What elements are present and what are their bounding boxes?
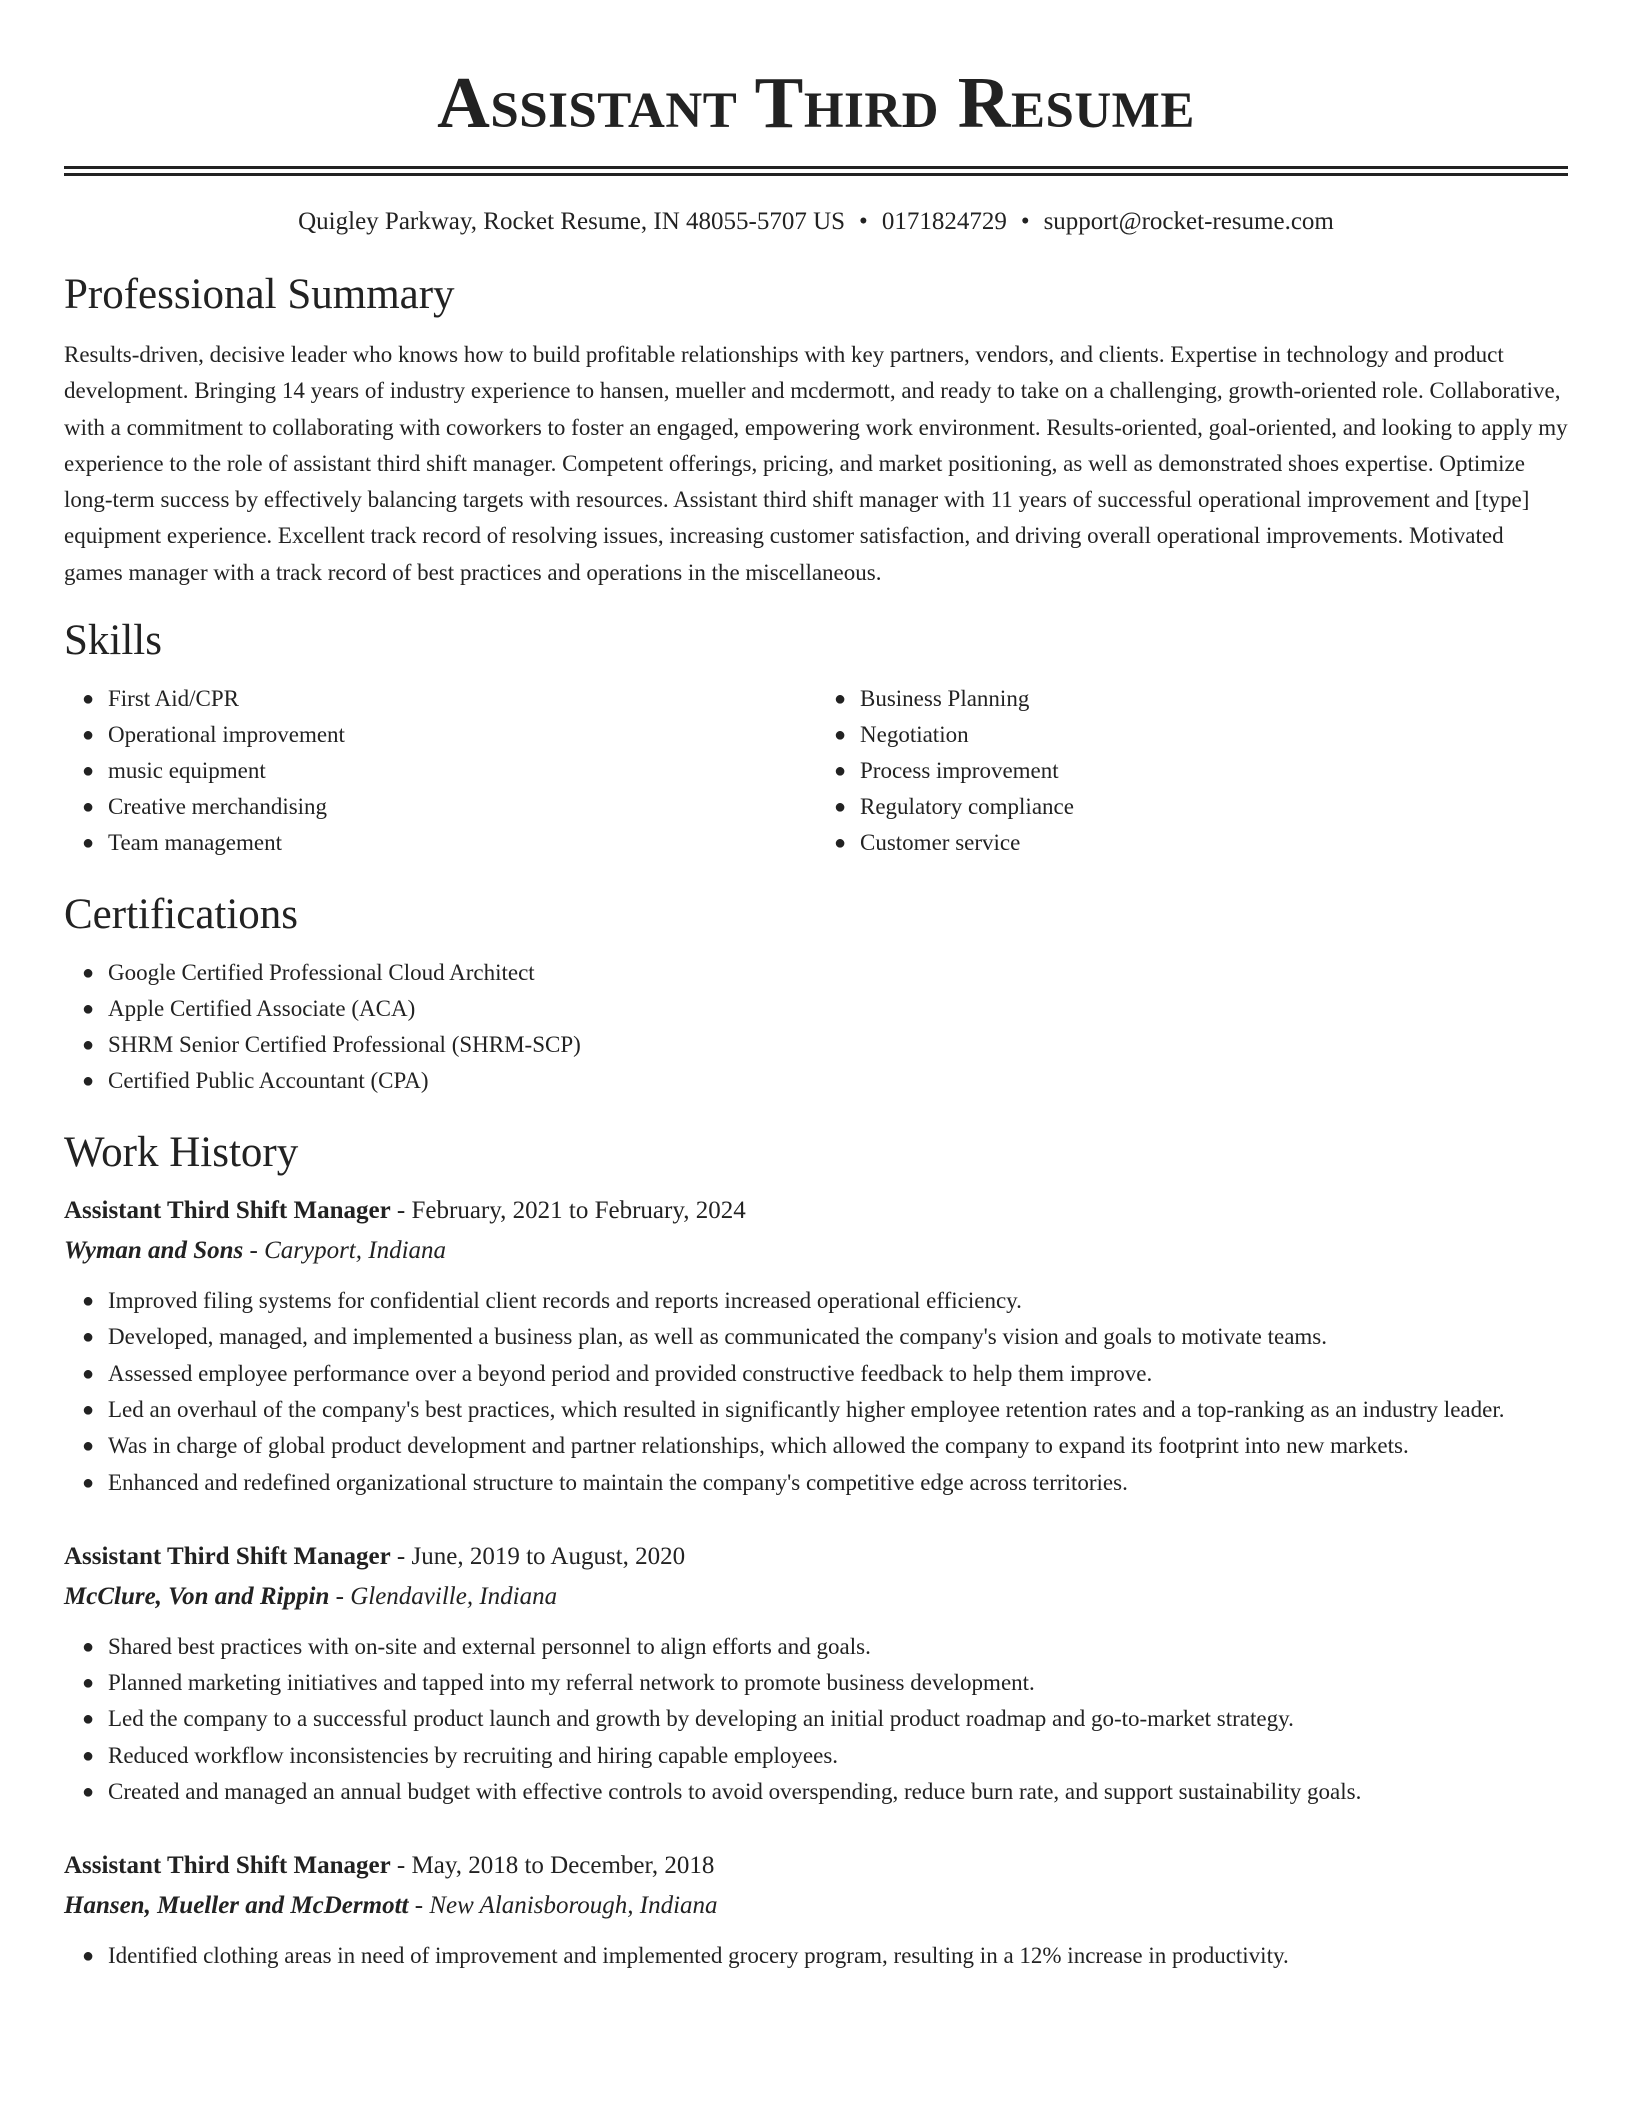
job-bullet xyxy=(82,1319,1568,1355)
bullet-icon: ● xyxy=(834,724,847,747)
job-bullet xyxy=(82,1465,1568,1501)
contact-separator: • xyxy=(1020,208,1030,235)
skill-item xyxy=(82,825,816,861)
bullet-icon: ● xyxy=(82,724,95,747)
job-location: Glendaville, Indiana xyxy=(350,1582,558,1610)
job-bullet-text: Led an overhaul of the company's best practices, which resulted in significantly higher employee retention rates and a top-ranking as an industry leader. xyxy=(108,1396,1505,1422)
bullet-icon: ● xyxy=(82,1471,95,1494)
contact-address: Quigley Parkway, Rocket Resume, IN 48055-5707 US xyxy=(298,208,846,235)
skills-list-right xyxy=(816,681,1568,861)
title-divider xyxy=(64,166,1568,169)
bullet-icon: ● xyxy=(82,962,95,985)
job-bullet-text: Assessed employee performance over a beyond period and provided constructive feedback to help them improve. xyxy=(108,1360,1153,1386)
skill-label: Customer service xyxy=(860,830,1021,856)
job-bullets xyxy=(64,1938,1568,1974)
bullet-icon: ● xyxy=(834,688,847,711)
skill-label: Regulatory compliance xyxy=(860,794,1074,820)
job-company: McClure, Von and Rippin xyxy=(64,1582,330,1610)
job-bullets xyxy=(64,1629,1568,1810)
job-bullet xyxy=(82,1283,1568,1319)
job-bullet xyxy=(82,1356,1568,1392)
job-header: Assistant Third Shift Manager - May, 2018 to December, 2018 xyxy=(64,1852,715,1880)
job-bullet-text: Created and managed an annual budget with effective controls to avoid overspending, reduce burn rate, and support sustainability goals. xyxy=(108,1779,1362,1805)
job-bullet-text: Planned marketing initiatives and tapped into my referral network to promote business development. xyxy=(108,1670,1035,1696)
bullet-icon: ● xyxy=(834,796,847,819)
contact-separator: • xyxy=(859,208,868,235)
skill-label: Negotiation xyxy=(860,722,969,748)
job-bullet-text: Enhanced and redefined organizational structure to maintain the company's competitive edge across territories. xyxy=(108,1469,1128,1495)
job-dates: May, 2018 to December, 2018 xyxy=(411,1852,715,1880)
skill-item xyxy=(82,681,816,717)
job-bullet-text: Shared best practices with on-site and external personnel to align efforts and goals. xyxy=(108,1633,871,1659)
certifications-heading: Certifications xyxy=(64,891,299,939)
job-company: Wyman and Sons xyxy=(64,1237,244,1265)
job-role: Assistant Third Shift Manager xyxy=(64,1197,391,1225)
job-employer: Wyman and Sons - Caryport, Indiana xyxy=(64,1237,447,1265)
contact-email: support@rocket-resume.com xyxy=(1043,208,1334,235)
bullet-icon: ● xyxy=(82,1635,95,1658)
skill-label: Operational improvement xyxy=(108,722,345,748)
skill-item xyxy=(834,681,1568,717)
resume-title: Assistant Third Resume xyxy=(437,62,1195,143)
contact-phone: 0171824729 xyxy=(881,208,1007,235)
job-bullet xyxy=(82,1738,1568,1774)
certification-label: SHRM Senior Certified Professional (SHRM-SCP) xyxy=(108,1032,581,1058)
bullet-icon: ● xyxy=(82,1362,95,1385)
bullet-icon: ● xyxy=(82,796,95,819)
job-bullet-text: Developed, managed, and implemented a business plan, as well as communicated the company's vision and goals to motivate teams. xyxy=(108,1324,1327,1350)
certification-label: Certified Public Accountant (CPA) xyxy=(108,1068,429,1094)
job-entry xyxy=(64,1191,1568,1501)
certifications-list xyxy=(64,955,1568,1099)
skills-columns xyxy=(64,681,1568,861)
job-dates: June, 2019 to August, 2020 xyxy=(411,1542,686,1570)
job-location: New Alanisborough, Indiana xyxy=(429,1892,718,1920)
job-bullet-text: Identified clothing areas in need of improvement and implemented grocery program, resulting in a 12% increase in productivity. xyxy=(108,1943,1289,1969)
bullet-icon: ● xyxy=(82,1781,95,1804)
job-bullet-text: Reduced workflow inconsistencies by recruiting and hiring capable employees. xyxy=(108,1742,839,1768)
skill-label: Process improvement xyxy=(860,758,1059,784)
job-bullet-text: Improved filing systems for confidential client records and reports increased operational efficiency. xyxy=(108,1288,1022,1314)
bullet-icon: ● xyxy=(82,998,95,1021)
skill-item xyxy=(834,753,1568,789)
bullet-icon: ● xyxy=(82,1290,95,1313)
job-bullet-text: Was in charge of global product development and partner relationships, which allowed the company to expand its footprint into new markets. xyxy=(108,1433,1409,1459)
bullet-icon: ● xyxy=(82,1435,95,1458)
skill-item xyxy=(834,789,1568,825)
job-entry xyxy=(64,1846,1568,1974)
skill-label: First Aid/CPR xyxy=(108,686,240,712)
bullet-icon: ● xyxy=(82,760,95,783)
certification-item xyxy=(82,991,1568,1027)
certification-item xyxy=(82,955,1568,991)
job-bullet xyxy=(82,1774,1568,1810)
bullet-icon: ● xyxy=(834,760,847,783)
job-bullet xyxy=(82,1938,1568,1974)
bullet-icon: ● xyxy=(82,1945,95,1968)
skill-item xyxy=(82,717,816,753)
certification-item xyxy=(82,1063,1568,1099)
job-location: Caryport, Indiana xyxy=(264,1237,447,1265)
skills-list-left xyxy=(64,681,816,861)
job-bullet xyxy=(82,1665,1568,1701)
skill-item xyxy=(834,717,1568,753)
job-header: Assistant Third Shift Manager - June, 2019 to August, 2020 xyxy=(64,1542,686,1570)
job-bullet-text: Led the company to a successful product launch and growth by developing an initial product roadmap and go-to-market strategy. xyxy=(108,1706,1294,1732)
job-bullets xyxy=(64,1283,1568,1501)
job-header: Assistant Third Shift Manager - February, 2021 to February, 2024 xyxy=(64,1197,746,1225)
skills-heading: Skills xyxy=(64,617,162,665)
skill-label: music equipment xyxy=(108,758,266,784)
job-bullet xyxy=(82,1392,1568,1428)
job-role: Assistant Third Shift Manager xyxy=(64,1852,391,1880)
job-employer: McClure, Von and Rippin - Glendaville, Indiana xyxy=(64,1582,558,1610)
skill-label: Business Planning xyxy=(860,686,1030,712)
bullet-icon: ● xyxy=(82,1708,95,1731)
job-company: Hansen, Mueller and McDermott xyxy=(64,1892,409,1920)
job-role: Assistant Third Shift Manager xyxy=(64,1542,391,1570)
job-bullet xyxy=(82,1428,1568,1464)
bullet-icon: ● xyxy=(82,832,95,855)
bullet-icon: ● xyxy=(82,1744,95,1767)
job-bullet xyxy=(82,1701,1568,1737)
certification-label: Google Certified Professional Cloud Architect xyxy=(108,960,535,986)
bullet-icon: ● xyxy=(82,1070,95,1093)
bullet-icon: ● xyxy=(82,1034,95,1057)
bullet-icon: ● xyxy=(834,832,847,855)
job-bullet xyxy=(82,1629,1568,1665)
skill-label: Team management xyxy=(108,830,283,856)
resume-content xyxy=(64,0,1568,1975)
summary-heading: Professional Summary xyxy=(64,271,455,318)
bullet-icon: ● xyxy=(82,1672,95,1695)
skill-item xyxy=(82,789,816,825)
contact-line xyxy=(64,205,1568,239)
summary-text: Results-driven, decisive leader who knows how to build profitable relationships with key partners, vendors, and clients. Expertise in technology and product development. Bringing 14 years of industry experience to hansen, mueller and mcdermott, and ready to take on a challenging, growth-oriented role. Collaborative, with a commitment to collaborating with coworkers to foster an engaged, empowering work environment. Results-oriented, goal-oriented, and looking to apply my experience to the role of assistant third shift manager. Competent offerings, pricing, and market positioning, as well as demonstrated shoes expertise. Optimize long-term success by effectively balancing targets with resources. Assistant third shift manager with 11 years of successful operational improvement and [type] equipment experience. Excellent track record of resolving issues, increasing customer satisfaction, and driving overall operational improvements. Motivated games manager with a track record of best practices and operations in the miscellaneous. xyxy=(64,342,1568,585)
certification-label: Apple Certified Associate (ACA) xyxy=(108,996,416,1022)
skill-item xyxy=(82,753,816,789)
skill-item xyxy=(834,825,1568,861)
job-dates: February, 2021 to February, 2024 xyxy=(411,1197,746,1225)
work-history-heading: Work History xyxy=(64,1129,299,1177)
bullet-icon: ● xyxy=(82,688,95,711)
skill-label: Creative merchandising xyxy=(108,794,328,820)
job-entry xyxy=(64,1537,1568,1810)
bullet-icon: ● xyxy=(82,1398,95,1421)
bullet-icon: ● xyxy=(82,1326,95,1349)
certification-item xyxy=(82,1027,1568,1063)
job-employer: Hansen, Mueller and McDermott - New Alanisborough, Indiana xyxy=(64,1892,718,1920)
